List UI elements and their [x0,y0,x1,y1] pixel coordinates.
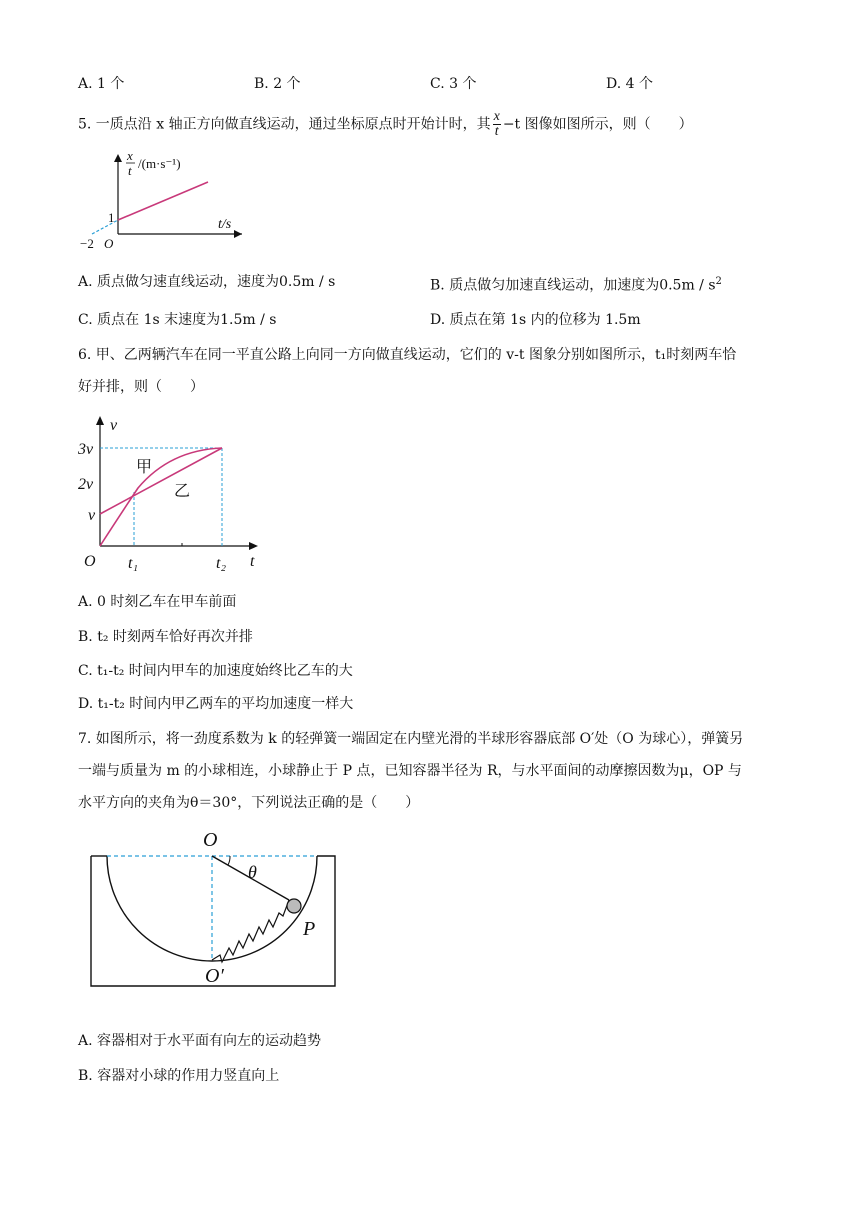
q6-stem-line1: 6. 甲、乙两辆汽车在同一平直公路上向同一方向做直线运动，它们的 v-t 图象分别如图所示，t₁时刻两车恰 [78,347,737,363]
q6-yaxis-label: v [110,417,118,434]
q5-ylabel-num: x [127,148,133,163]
q6-option-a: A. 0 时刻乙车在甲车前面 [78,594,237,610]
q7-figure [88,826,340,992]
q5-option-c: C. 质点在 1s 末速度为1.5m / s [78,312,277,328]
q5-option-d: D. 质点在第 1s 内的位移为 1.5m [430,312,641,328]
q6-tick-t1: t₁ [128,555,139,572]
q6-option-d: D. t₁-t₂ 时间内甲乙两车的平均加速度一样大 [78,696,354,712]
q7-stem-line3: 水平方向的夹角为θ＝30°，下列说法正确的是（ ） [78,795,420,811]
q4-option-a: A. 1 个 [78,76,125,92]
q4-option-b: B. 2 个 [254,76,301,92]
q6-tick-3v: 3v [78,441,94,458]
q6-label-jia: 甲 [136,459,153,476]
q6-tick-2v: 2v [78,476,94,493]
q6-tick-t2: t₂ [216,555,227,572]
q6-origin: O [84,553,96,570]
q6-option-c: C. t₁-t₂ 时间内甲车的加速度始终比乙车的大 [78,663,353,679]
q7-label-O: O [203,829,218,851]
q5-origin: O [104,236,114,251]
q6-label-yi: 乙 [174,483,191,500]
q5-ylabel-unit: /(m·s⁻¹) [138,156,181,171]
q4-option-d: D. 4 个 [606,76,653,92]
q7-label-theta: θ [248,862,257,882]
q7-stem-line2: 一端与质量为 m 的小球相连，小球静止于 P 点，已知容器半径为 R，与水平面间的动摩擦因数为μ，OP 与 [78,763,742,779]
q5-option-a: A. 质点做匀速直线运动，速度为0.5m / s [78,274,336,290]
q5-fraction: $\frac{x}{t}$ [493,109,500,139]
q6-xaxis-label: t [250,553,255,570]
q6-stem-line2: 好并排，则（ ） [78,379,204,395]
q6-option-b: B. t₂ 时刻两车恰好再次并排 [78,629,253,645]
q7-label-P: P [303,918,316,940]
q5-option-b: B. 质点做匀加速直线运动，加速度为$0.5m / s^2$ [430,276,722,294]
q5-xlabel: t/s [218,217,232,232]
q7-option-a: A. 容器相对于水平面有向左的运动趋势 [78,1033,322,1049]
q5-tick-y: 1 [108,210,115,225]
q6-graph [78,410,278,580]
q6-tick-v: v [88,507,96,524]
q7-stem-line1: 7. 如图所示，将一劲度系数为 k 的轻弹簧一端固定在内壁光滑的半球形容器底部 O′处（O 为球心），弹簧另 [78,731,744,747]
q5-graph [80,150,260,260]
q4-option-c: C. 3 个 [430,76,477,92]
q5-stem: 5. 一质点沿 x 轴正方向做直线运动，通过坐标原点时开始计时，其 $\frac{x}{t}$ −t 图像如图所示，则（ ） [78,109,693,139]
q7-option-b: B. 容器对小球的作用力竖直向上 [78,1068,280,1084]
q5-tick-x: −2 [80,236,94,251]
q7-label-O-prime: O′ [205,965,224,987]
q5-ylabel-den: t [128,163,132,178]
